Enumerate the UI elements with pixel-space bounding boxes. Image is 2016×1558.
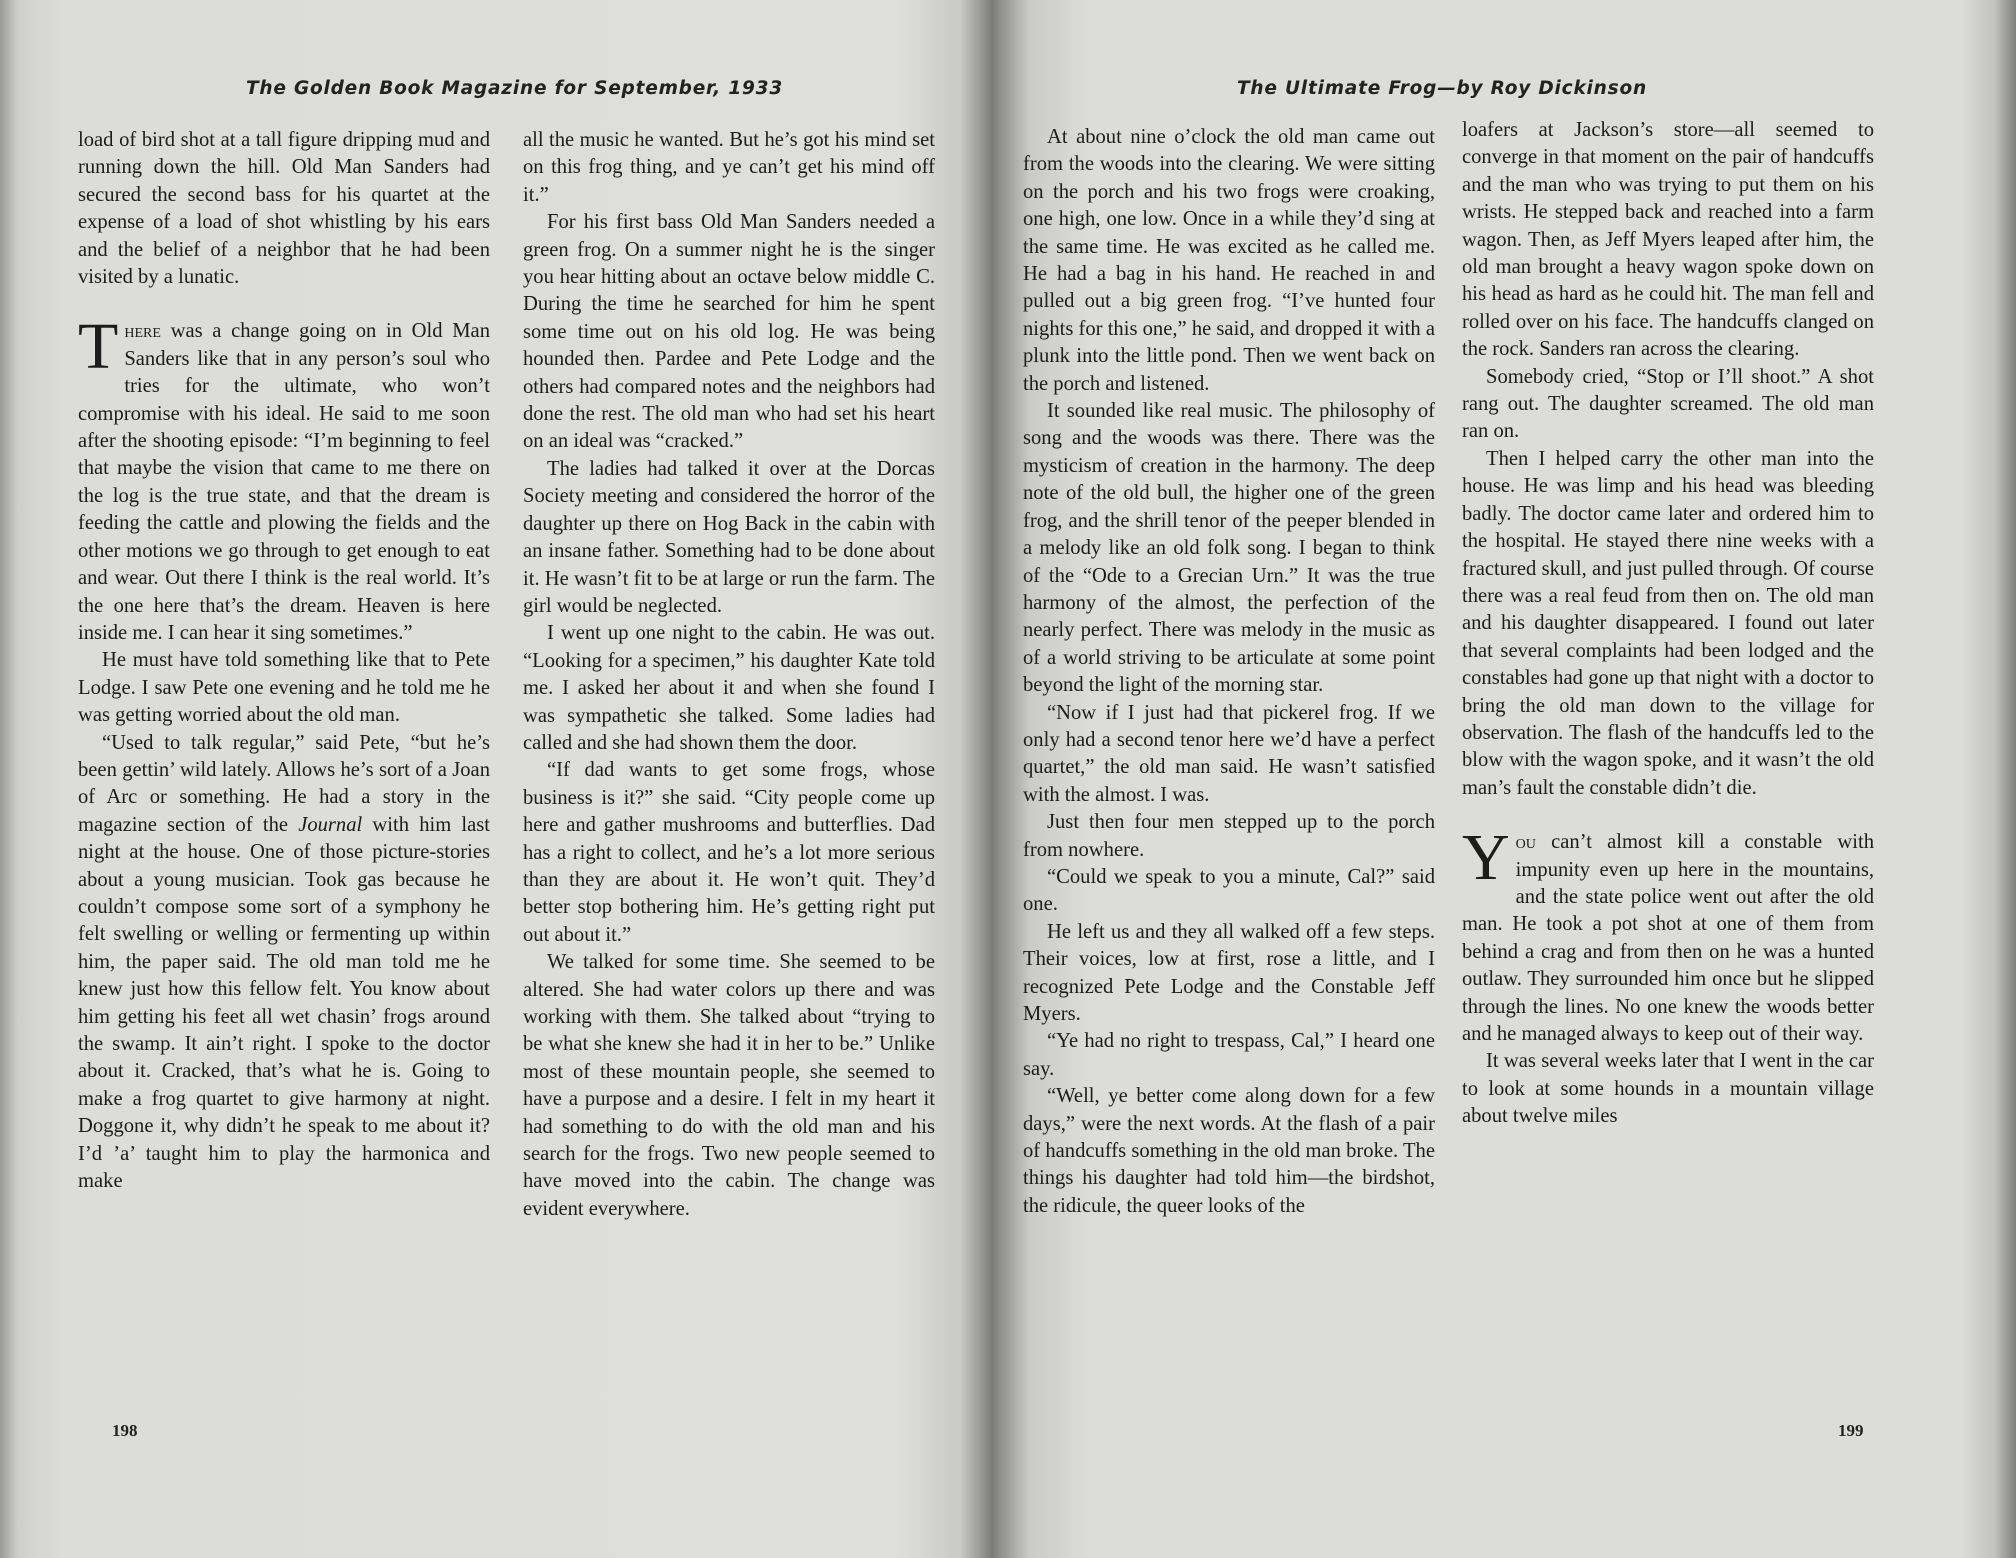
- paragraph-text: can’t almost kill a constable with impunity even up here in the mountains, and the state police went out after the old man. He took a pot shot at one of them from behind a crag and from then on he was a hunted outlaw. They surrounded him once but he slipped through the lines. No one knew the woods better and he managed always to keep out of their way.: [1462, 831, 1874, 1045]
- paragraph: It was several weeks later that I went in the car to look at some hounds in a mountain village about twelve miles: [1462, 1050, 1874, 1128]
- right-page: [995, 0, 2016, 1558]
- paragraph: all the music he wanted. But he’s got his mind set on this frog thing, and ye can’t get his mind off it.”: [523, 129, 935, 206]
- right-column-2: [1462, 117, 1874, 1131]
- paragraph: “Well, ye better come along down for a few days,” were the next words. At the flash of a pair of handcuffs something in the old man broke. The things his daughter had told him—the birdshot, the ridicule, the queer looks of the: [1023, 1085, 1435, 1217]
- paragraph: loafers at Jackson’s store—all seemed to converge in that moment on the pair of handcuffs and the man who was trying to put them on his wrists. He stepped back and reached into a farm wagon. Then, as Jeff Myers leaped after him, the old man brought a heavy wagon spoke down on his head as hard as he could hit. The man fell and rolled over on his face. The handcuffs clanged on the rock. Sanders ran across the clearing.: [1462, 119, 1874, 361]
- running-head-left: The Golden Book Magazine for September, 1933: [246, 78, 784, 99]
- section-break-paragraph: [1462, 821, 1874, 1048]
- paragraph: Just then four men stepped up to the porch from nowhere.: [1023, 811, 1435, 861]
- paragraph-text: with him last night at the house. One of those picture-stories about a young musician. Took gas because he couldn’t compose some sort of a symphony he felt swelling or welling or fermenting up within him, the paper said. The old man told me he knew just how this fellow felt. You know about him getting his feet all wet chasin’ frogs around the swamp. It ain’t right. I spoke to the doctor about it. Cracked, that’s what he is. Going to make a frog quartet to give harmony at night. Doggone it, why didn’t he speak to me about it? I’d ’a’ taught him to play the harmonica and make: [78, 813, 490, 1193]
- paragraph: The ladies had talked it over at the Dorcas Society meeting and considered the horror of the daughter up there on Hog Back in the cabin with an insane father. Something had to be done about it. He wasn’t fit to be at large or run the farm. The girl would be neglected.: [523, 457, 935, 617]
- paragraph: Then I helped carry the other man into the house. He was limp and his head was bleeding badly. The doctor came later and ordered him to the hospital. He stayed there nine weeks with a fractured skull, and just pulled through. Of course there was a real feud from then on. The old man and his daughter disappeared. I found out later that several complaints had been lodged and the constables had gone up that night with a doctor to bring the old man down to the village for observation. The flash of the handcuffs led to the blow with the wagon spoke, and it wasn’t the old man’s fault the constable didn’t die.: [1462, 447, 1874, 799]
- paragraph-text: was a change going on in Old Man Sanders like that in any person’s soul who tries for the ultimate, who won’t compromise with his ideal. He said to me soon after the shooting episode: “I’m beginning to feel that maybe the vision that came to me there on the log is the true state, and that the dream is feeding the cattle and plowing the fields and the other motions we go through to get enough to eat and wear. Out there I think is the real world. It’s the one here that’s the dream. Heaven is here inside me. I can hear it sing sometimes.”: [78, 320, 490, 644]
- right-column-1: [1023, 124, 1435, 1220]
- small-caps-lead: here: [124, 320, 161, 343]
- paragraph: He must have told something like that to Pete Lodge. I saw Pete one evening and he told me he was getting worried about the old man.: [78, 649, 490, 727]
- left-column-1: [78, 127, 490, 1195]
- running-head-right: The Ultimate Frog—by Roy Dickinson: [1237, 78, 1647, 99]
- drop-cap: Y: [1462, 821, 1510, 895]
- paragraph: “Could we speak to you a minute, Cal?” said one.: [1023, 865, 1435, 916]
- paragraph: “Ye had no right to trespass, Cal,” I heard one say.: [1023, 1030, 1435, 1080]
- left-page: [0, 0, 990, 1558]
- page-number-left: 198: [112, 1421, 138, 1440]
- drop-cap: T: [78, 310, 119, 384]
- newspaper-title: Journal: [298, 813, 363, 836]
- paragraph: We talked for some time. She seemed to be altered. She had water colors up there and was working with them. She talked about “trying to be what she knew she had it in her to be.” Unlike most of these mountain people, she seemed to have a purpose and a desire. I felt in my heart it had something to do with the old man and his search for the frogs. Two new people seemed to have moved into the cabin. The change was evident everywhere.: [523, 951, 935, 1220]
- left-column-2: [523, 127, 935, 1223]
- paragraph: I went up one night to the cabin. He was out. “Looking for a specimen,” his daughter Kate told me. I asked her about it and when she found I was sympathetic she talked. Some ladies had called and she had shown them the door.: [523, 622, 935, 754]
- paragraph: It sounded like real music. The philosophy of song and the woods was there. There was the mysticism of creation in the harmony. The deep note of the old bull, the higher one of the green frog, and the shrill tenor of the peeper blended in a melody like an old folk song. I began to think of the “Ode to a Grecian Urn.” It was the true harmony of the almost, the perfection of the nearly perfect. There was melody in the music as of a world striving to be articulate at some point beyond the light of the morning star.: [1023, 400, 1435, 697]
- paragraph: Somebody cried, “Stop or I’ll shoot.” A shot rang out. The daughter screamed. The old man ran on.: [1462, 365, 1874, 443]
- page-number-right: 199: [1838, 1421, 1864, 1440]
- paragraph: He left us and they all walked off a few steps. Their voices, low at first, rose a little, and I recognized Pete Lodge and the Constable Jeff Myers.: [1023, 920, 1435, 1025]
- section-break-paragraph: [78, 310, 490, 647]
- paragraph: For his first bass Old Man Sanders needed a green frog. On a summer night he is the singer you hear hitting about an octave below middle C. During the time he searched for him he spent some time out on his old log. He was being hounded then. Pardee and Pete Lodge and the others had compared notes and the neighbors had done the rest. The old man who had set his heart on an ideal was “cracked.”: [523, 211, 935, 453]
- paragraph: [78, 730, 490, 1196]
- paragraph: At about nine o’clock the old man came out from the woods into the clearing. We were sitting on the porch and his two frogs were croaking, one high, one low. Once in a while they’d sing at the same time. He was excited as he called me. He had a bag in his hand. He reached in and pulled out a big green frog. “I’ve hunted four nights for this one,” he said, and dropped it with a plunk into the little pond. Then we went back on the porch and listened.: [1023, 126, 1435, 395]
- paragraph: “If dad wants to get some frogs, whose business is it?” she said. “City people come up here and gather mushrooms and butterflies. Dad has a right to collect, and he’s a lot more serious than they are about it. He won’t quit. They’d better stop bothering him. He’s getting right put out about it.”: [523, 759, 935, 946]
- paragraph: “Now if I just had that pickerel frog. If we only had a second tenor here we’d have a perfect quartet,” the old man said. He wasn’t satisfied with the almost. I was.: [1023, 701, 1435, 806]
- paragraph-text: “Used to talk regular,” said Pete, “but he’s been gettin’ wild lately. Allows he’s sort of a Joan of Arc or something. He had a story in the magazine section of the: [78, 731, 490, 836]
- paragraph: load of bird shot at a tall figure dripping mud and running down the hill. Old Man Sanders had secured the second bass for his quartet at the expense of a load of shot whistling by his ears and the belief of a neighbor that he had been visited by a lunatic.: [78, 129, 490, 289]
- small-caps-lead: ou: [1515, 831, 1536, 854]
